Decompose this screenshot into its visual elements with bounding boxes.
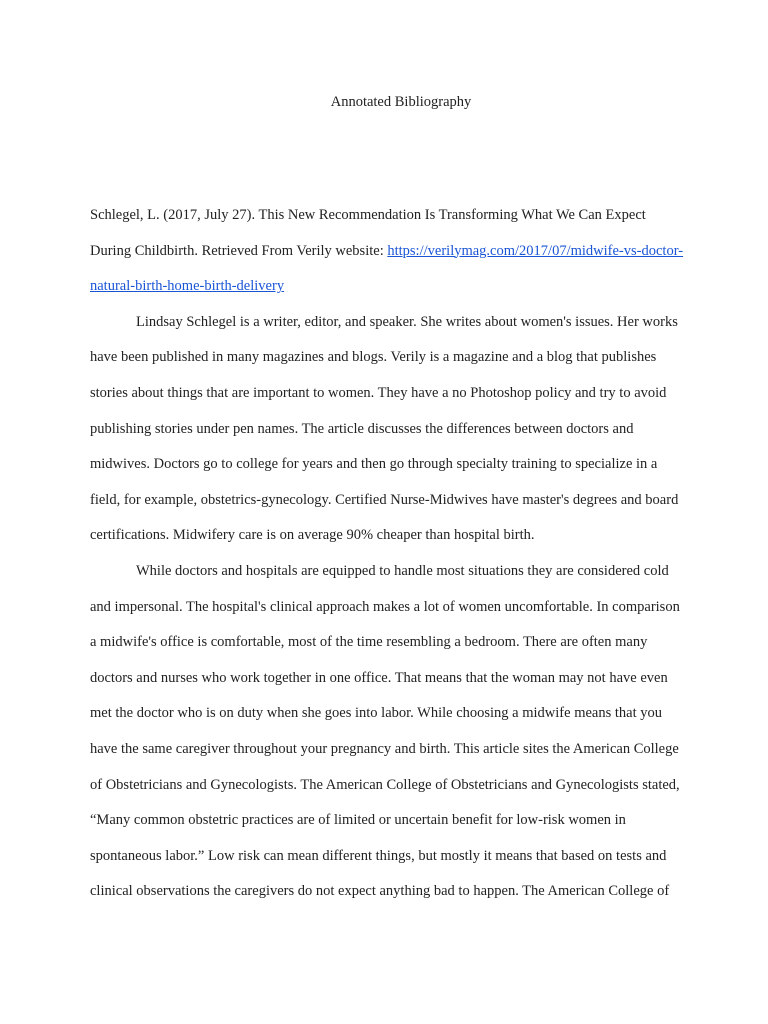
citation-line [90, 269, 715, 305]
citation-line [90, 234, 715, 270]
paragraph-line: certifications. Midwifery care is on average 90% cheaper than hospital birth. [90, 527, 535, 544]
paragraph-1 [90, 305, 715, 554]
citation-text: During Childbirth. Retrieved From Verily website: [90, 242, 388, 259]
paragraph-line: spontaneous labor.” Low risk can mean different things, but mostly it means that based on tests and [90, 847, 667, 864]
paragraph-line: have been published in many magazines and blogs. Verily is a magazine and a blog that publishes [90, 349, 657, 366]
paragraph-line: met the doctor who is on duty when she goes into labor. While choosing a midwife means that you [90, 705, 662, 722]
citation [90, 198, 715, 305]
citation-link[interactable]: https://verilymag.com/2017/07/midwife-vs-doctor- [387, 242, 684, 259]
paragraph-line: clinical observations the caregivers do not expect anything bad to happen. The American College of [90, 883, 670, 900]
paragraph-line: stories about things that are important to women. They have a no Photoshop policy and try to avoid [90, 384, 667, 401]
paragraph-line: have the same caregiver throughout your pregnancy and birth. This article sites the American College [90, 740, 679, 757]
paragraph-line: of Obstetricians and Gynecologists. The American College of Obstetricians and Gynecologists stated, [90, 776, 680, 793]
paragraph-line: Lindsay Schlegel is a writer, editor, and speaker. She writes about women's issues. Her works [136, 313, 678, 330]
paragraph-2 [90, 554, 715, 910]
citation-line: Schlegel, L. (2017, July 27). This New Recommendation Is Transforming What We Can Expect [90, 207, 646, 223]
citation-link-continued[interactable]: natural-birth-home-birth-delivery [90, 278, 285, 295]
paragraph-line: doctors and nurses who work together in one office. That means that the woman may not have even [90, 669, 668, 686]
paragraph-line: field, for example, obstetrics-gynecology. Certified Nurse-Midwives have master's degrees and board [90, 491, 679, 508]
paragraph-line: While doctors and hospitals are equipped to handle most situations they are considered cold [136, 562, 669, 579]
paragraph-line: “Many common obstetric practices are of limited or uncertain benefit for low-risk women in [90, 812, 626, 829]
paragraph-line: and impersonal. The hospital's clinical approach makes a lot of women uncomfortable. In comparison [90, 598, 680, 615]
paragraph-line: a midwife's office is comfortable, most of the time resembling a bedroom. There are often many [90, 634, 648, 651]
paragraph-line: midwives. Doctors go to college for years and then go through specialty training to specialize in a [90, 456, 658, 473]
paragraph-line: publishing stories under pen names. The article discusses the differences between doctors and [90, 420, 634, 437]
document-title: Annotated Bibliography [330, 94, 472, 110]
document-body [90, 198, 715, 910]
